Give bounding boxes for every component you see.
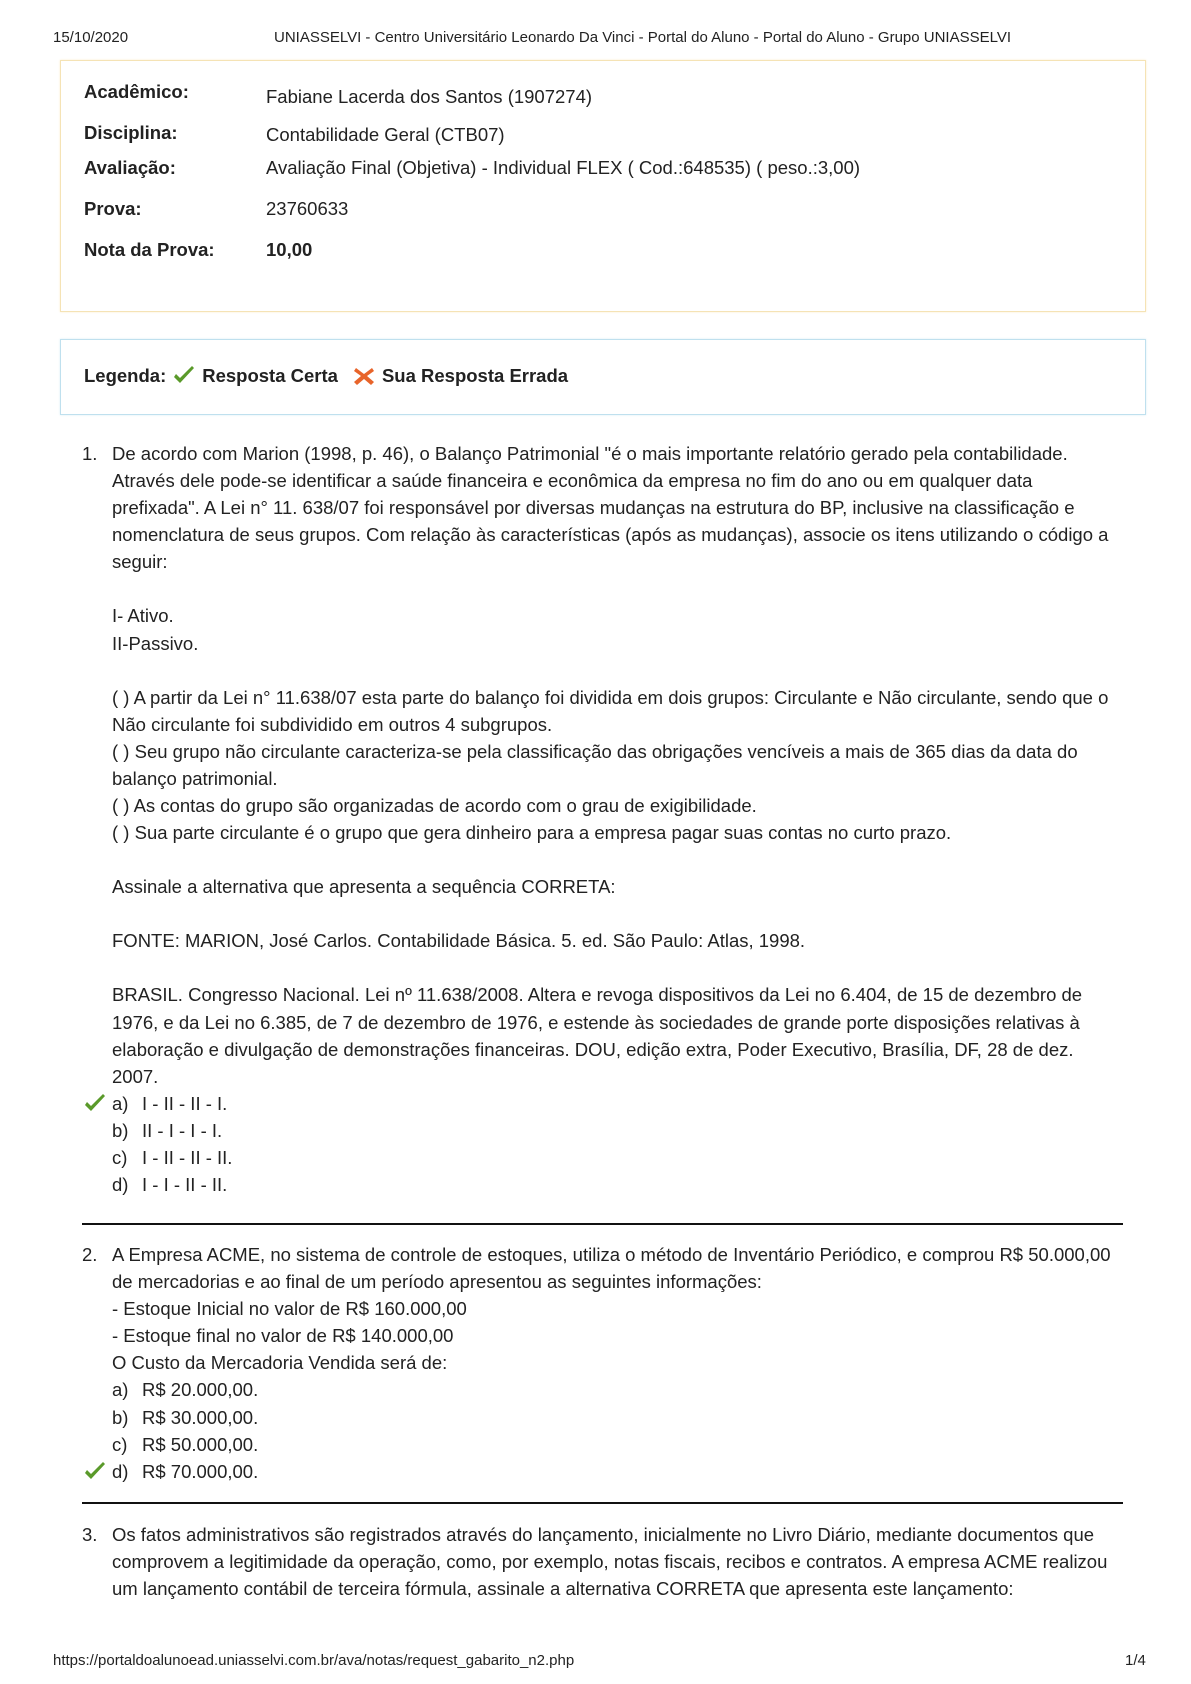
- question-divider: [82, 1502, 1123, 1504]
- option-letter: b): [112, 1406, 129, 1428]
- answer-option: [112, 1090, 1122, 1117]
- legend: [84, 365, 568, 387]
- question-number: 3.: [82, 1524, 98, 1545]
- info-label: Disciplina:: [84, 122, 178, 143]
- option-letter: b): [112, 1119, 129, 1141]
- question-text: ( ) A partir da Lei n° 11.638/07 esta parte do balanço foi dividida em dois grupos: Circulante e Não circulante, sendo que o Não circulante foi subdividido em outros 4 subgrupos.: [112, 686, 1109, 735]
- info-value: Contabilidade Geral (CTB07): [266, 124, 505, 145]
- answer-option: [112, 1458, 1122, 1485]
- page-number: 1/4: [1125, 1652, 1146, 1669]
- page-url: https://portaldoalunoead.uniasselvi.com.br/ava/notas/request_gabarito_n2.php: [53, 1652, 575, 1669]
- question-text: A Empresa ACME, no sistema de controle de estoques, utiliza o método de Inventário Periódico, e comprou R$ 50.000,00 de mercadorias e ao final de um período apresentou as seguintes informações:: [112, 1244, 1111, 1293]
- answer-option: [112, 1376, 1122, 1403]
- answer-option: [112, 1171, 1122, 1198]
- option-text: I - II - II - I.: [142, 1092, 228, 1114]
- answer-option: [112, 1144, 1122, 1171]
- option-text: II - I - I - I.: [142, 1119, 223, 1141]
- cross-icon: [352, 365, 376, 387]
- question-text: ( ) Seu grupo não circulante caracteriza-se pela classificação das obrigações vencíveis a mais de 365 dias da data do balanço patrimonial.: [112, 740, 1078, 789]
- check-icon: [172, 365, 196, 387]
- question: [82, 440, 1122, 1198]
- legend-label: Legenda:: [84, 365, 167, 386]
- option-text: R$ 50.000,00.: [142, 1433, 259, 1455]
- info-value: 10,00: [266, 239, 313, 260]
- question-text: ( ) As contas do grupo são organizadas de acordo com o grau de exigibilidade.: [112, 795, 757, 817]
- question-divider: [82, 1223, 1123, 1225]
- question-text: - Estoque Inicial no valor de R$ 160.000,00: [112, 1298, 467, 1320]
- check-icon: [82, 1093, 108, 1115]
- option-letter: c): [112, 1433, 128, 1455]
- legend-correct: Resposta Certa: [202, 365, 338, 386]
- option-letter: d): [112, 1174, 129, 1196]
- info-label: Avaliação:: [84, 157, 176, 178]
- print-date: 15/10/2020: [53, 29, 129, 46]
- info-label: Nota da Prova:: [84, 239, 215, 260]
- legend-panel: [60, 339, 1146, 415]
- answer-option: [112, 1431, 1122, 1458]
- option-text: R$ 20.000,00.: [142, 1379, 259, 1401]
- question-number: 2.: [82, 1244, 98, 1265]
- info-label: Prova:: [84, 198, 142, 219]
- question: [82, 1241, 1122, 1485]
- check-icon: [82, 1461, 108, 1483]
- question-text: - Estoque final no valor de R$ 140.000,00: [112, 1325, 454, 1347]
- legend-wrong: Sua Resposta Errada: [381, 365, 569, 386]
- question-text: II-Passivo.: [112, 632, 199, 654]
- question-text: Assinale a alternativa que apresenta a sequência CORRETA:: [112, 876, 616, 898]
- option-letter: a): [112, 1092, 129, 1114]
- option-text: R$ 70.000,00.: [142, 1460, 259, 1482]
- option-text: R$ 30.000,00.: [142, 1406, 259, 1428]
- option-letter: c): [112, 1146, 128, 1168]
- option-text: I - I - II - II.: [142, 1174, 228, 1196]
- question: [82, 1521, 1122, 1602]
- question-number: 1.: [82, 443, 98, 464]
- question-text: De acordo com Marion (1998, p. 46), o Balanço Patrimonial "é o mais importante relatório gerado pela contabilidade. Através dele pode-se identificar a saúde financeira e econômica da empresa no fim do ano ou em qualquer data prefixada". A Lei n° 11. 638/07 foi responsável por diversas mudanças na estrutura do BP, inclusive na classificação e nomenclatura de seus grupos. Com relação às características (após as mudanças), associe os itens utilizando o código a seguir:: [112, 443, 1109, 573]
- info-label: Acadêmico:: [84, 81, 189, 102]
- answer-option: [112, 1404, 1122, 1431]
- option-letter: d): [112, 1460, 129, 1482]
- question-text: ( ) Sua parte circulante é o grupo que gera dinheiro para a empresa pagar suas contas no curto prazo.: [112, 822, 952, 844]
- info-value: Fabiane Lacerda dos Santos (1907274): [266, 86, 593, 107]
- question-text: Os fatos administrativos são registrados através do lançamento, inicialmente no Livro Diário, mediante documentos que comprovem a legitimidade da operação, como, por exemplo, notas fiscais, recibos e contratos. A empresa ACME realizou um lançamento contábil de terceira fórmula, assinale a alternativa CORRETA que apresenta este lançamento:: [112, 1524, 1108, 1600]
- page-title: UNIASSELVI - Centro Universitário Leonardo Da Vinci - Portal do Aluno - Portal do Aluno - Grupo UNIASSELVI: [274, 29, 1012, 46]
- answer-option: [112, 1117, 1122, 1144]
- option-letter: a): [112, 1379, 129, 1401]
- info-value: 23760633: [266, 198, 349, 219]
- exam-info-panel: [60, 60, 1146, 312]
- question-text: O Custo da Mercadoria Vendida será de:: [112, 1352, 448, 1374]
- info-value: Avaliação Final (Objetiva) - Individual FLEX ( Cod.:648535) ( peso.:3,00): [266, 157, 861, 178]
- question-text: I- Ativo.: [112, 605, 174, 627]
- option-text: I - II - II - II.: [142, 1146, 233, 1168]
- question-text: BRASIL. Congresso Nacional. Lei nº 11.638/2008. Altera e revoga dispositivos da Lei no 6.404, de 15 de dezembro de 1976, e da Lei no 6.385, de 7 de dezembro de 1976, e estende às sociedades de grande porte disposições relativas à elaboração e divulgação de demonstrações financeiras. DOU, edição extra, Poder Executivo, Brasília, DF, 28 de dez. 2007.: [112, 984, 1083, 1087]
- question-text: FONTE: MARION, José Carlos. Contabilidade Básica. 5. ed. São Paulo: Atlas, 1998.: [112, 930, 806, 952]
